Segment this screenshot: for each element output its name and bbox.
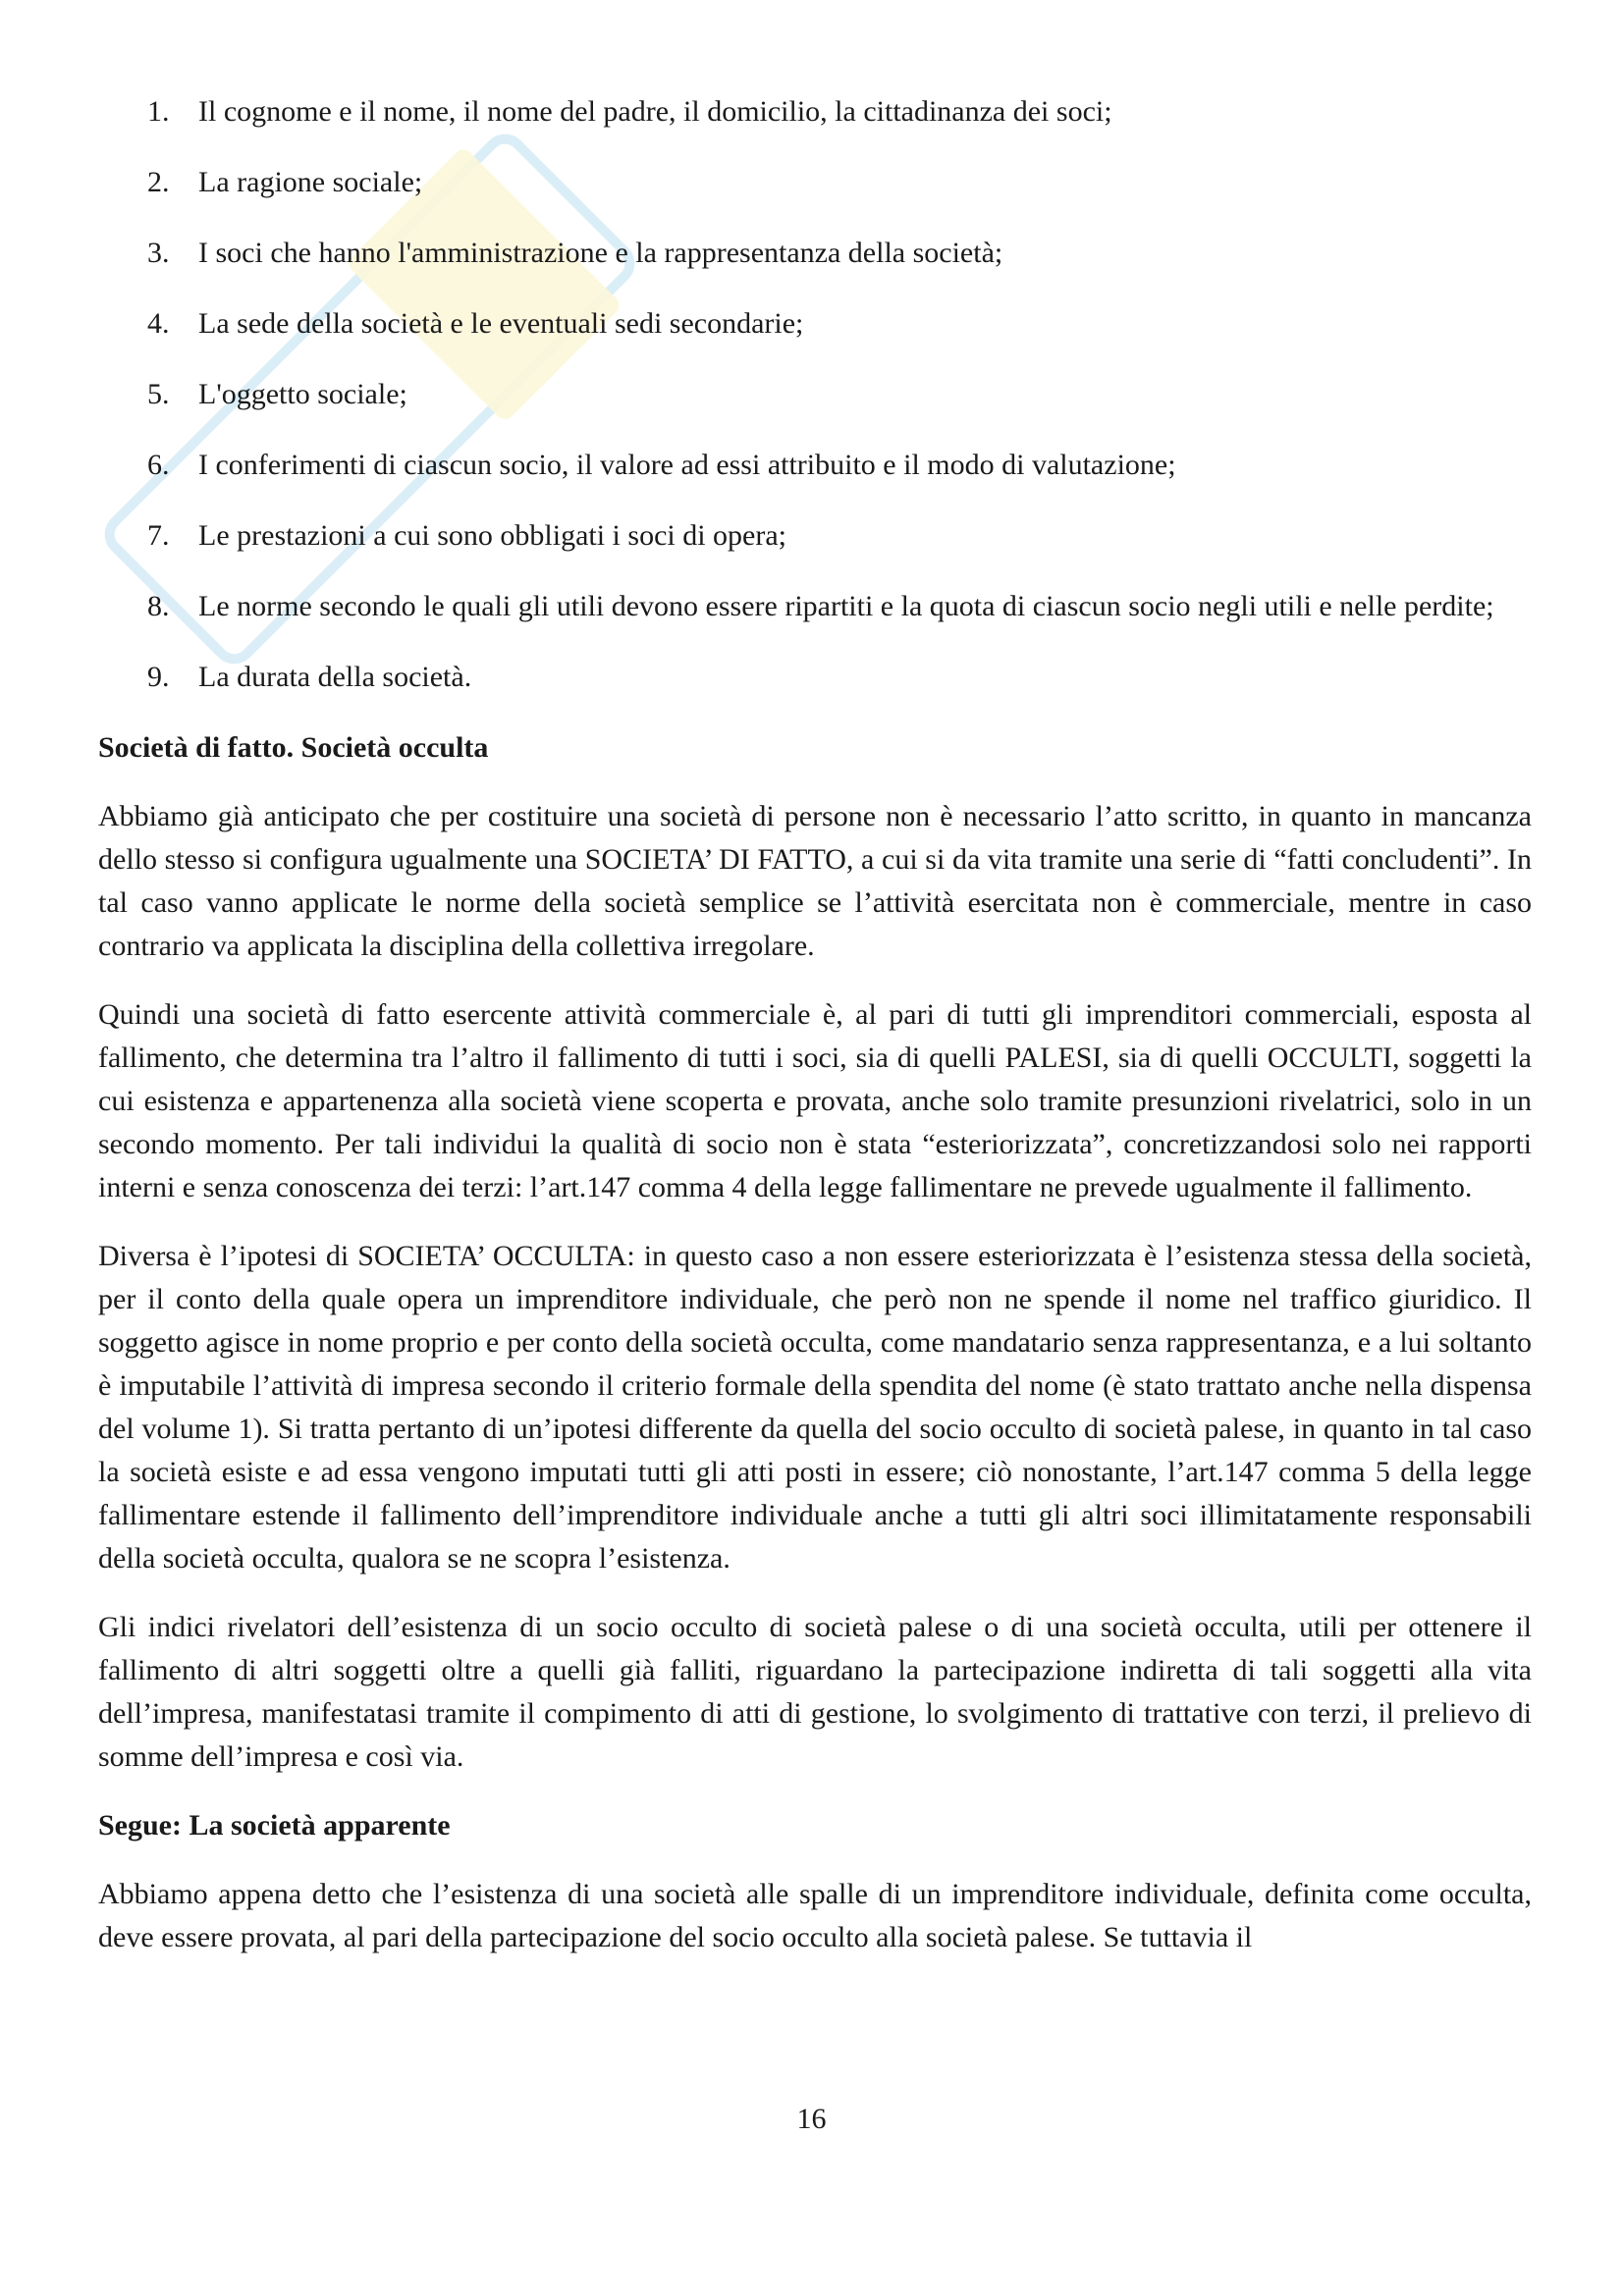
list-item-number: 7. bbox=[147, 519, 170, 552]
list-item-text: L'oggetto sociale; bbox=[198, 378, 407, 410]
list-item-text: La sede della società e le eventuali sedi secondarie; bbox=[198, 307, 804, 340]
page-number: 16 bbox=[796, 2103, 827, 2135]
list-item bbox=[98, 232, 1532, 275]
list-item-text: I soci che hanno l'amministrazione e la rappresentanza della società; bbox=[198, 237, 1003, 269]
paragraph: Abbiamo appena detto che l’esistenza di una società alle spalle di un imprenditore individuale, definita come occulta, deve essere provata, al pari della partecipazione del socio occulto alla società palese. Se tuttavia il bbox=[98, 1878, 1532, 1953]
list-item-text: Il cognome e il nome, il nome del padre, il domicilio, la cittadinanza dei soci; bbox=[198, 95, 1112, 128]
list-item-number: 2. bbox=[147, 166, 170, 198]
list-item-number: 4. bbox=[147, 307, 170, 340]
list-item bbox=[98, 514, 1532, 558]
list-item-text: La ragione sociale; bbox=[198, 166, 423, 198]
list-item bbox=[98, 302, 1532, 346]
list-item-number: 1. bbox=[147, 95, 170, 128]
list-item-number: 3. bbox=[147, 237, 170, 269]
list-item-number: 6. bbox=[147, 449, 170, 481]
list-item bbox=[98, 444, 1532, 487]
section-heading-societa-di-fatto: Società di fatto. Società occulta bbox=[98, 731, 489, 764]
paragraph: Diversa è l’ipotesi di SOCIETA’ OCCULTA: in questo caso a non essere esteriorizzata è l’esistenza stessa della società, per il conto della quale opera un imprenditore individuale, che però non ne spende il nome nel traffico giuridico. Il soggetto agisce in nome proprio e per conto della società occulta, come mandatario senza rappresentanza, e a lui soltanto è imputabile l’attività di impresa secondo il criterio formale della spendita del nome (è stato trattato anche nella dispensa del volume 1). Si tratta pertanto di un’ipotesi differente da quella del socio occulto di società palese, in quanto in tal caso la società esiste e ad essa vengono imputati tutti gli atti posti in essere; ciò nonostante, l’art.147 comma 5 della legge fallimentare estende il fallimento dell’imprenditore individuale anche a tutti gli altri soci illimitatamente responsabili della società occulta, qualora se ne scopra l’esistenza. bbox=[98, 1240, 1532, 1575]
list-item bbox=[98, 656, 1532, 699]
list-item-number: 8. bbox=[147, 590, 170, 622]
paragraph: Quindi una società di fatto esercente attività commerciale è, al pari di tutti gli imprenditori commerciali, esposta al fallimento, che determina tra l’altro il fallimento di tutti i soci, sia di quelli PALESI, sia di quelli OCCULTI, soggetti la cui esistenza e appartenenza alla società viene scoperta e provata, anche solo tramite presunzioni rivelatrici, solo in un secondo momento. Per tali individui la qualità di socio non è stata “esteriorizzata”, concretizzandosi solo nei rapporti interni e senza conoscenza dei terzi: l’art.147 comma 4 della legge fallimentare ne prevede ugualmente il fallimento. bbox=[98, 998, 1532, 1203]
list-item-text: I conferimenti di ciascun socio, il valore ad essi attribuito e il modo di valutazione; bbox=[198, 449, 1176, 481]
document-page bbox=[98, 90, 1532, 1985]
paragraph: Abbiamo già anticipato che per costituire una società di persone non è necessario l’atto scritto, in quanto in mancanza dello stesso si configura ugualmente una SOCIETA’ DI FATTO, a cui si da vita tramite una serie di “fatti concludenti”. In tal caso vanno applicate le norme della società semplice se l’attività esercitata non è commerciale, mentre in caso contrario va applicata la disciplina della collettiva irregolare. bbox=[98, 800, 1532, 962]
requirements-list bbox=[98, 90, 1532, 699]
list-item-text: Le norme secondo le quali gli utili devono essere ripartiti e la quota di ciascun socio negli utili e nelle perdite; bbox=[198, 590, 1494, 622]
section-heading-societa-apparente: Segue: La società apparente bbox=[98, 1809, 451, 1842]
paragraph: Gli indici rivelatori dell’esistenza di un socio occulto di società palese o di una società occulta, utili per ottenere il fallimento di altri soggetti oltre a quelli già falliti, riguardano la partecipazione indiretta di tali soggetti alla vita dell’impresa, manifestatasi tramite il compimento di atti di gestione, lo svolgimento di trattative con terzi, il prelievo di somme dell’impresa e così via. bbox=[98, 1611, 1532, 1773]
list-item bbox=[98, 373, 1532, 416]
list-item bbox=[98, 90, 1532, 133]
list-item bbox=[98, 161, 1532, 204]
list-item-number: 5. bbox=[147, 378, 170, 410]
list-item-number: 9. bbox=[147, 661, 170, 693]
list-item-text: Le prestazioni a cui sono obbligati i soci di opera; bbox=[198, 519, 787, 552]
list-item-text: La durata della società. bbox=[198, 661, 472, 693]
list-item bbox=[98, 585, 1532, 628]
